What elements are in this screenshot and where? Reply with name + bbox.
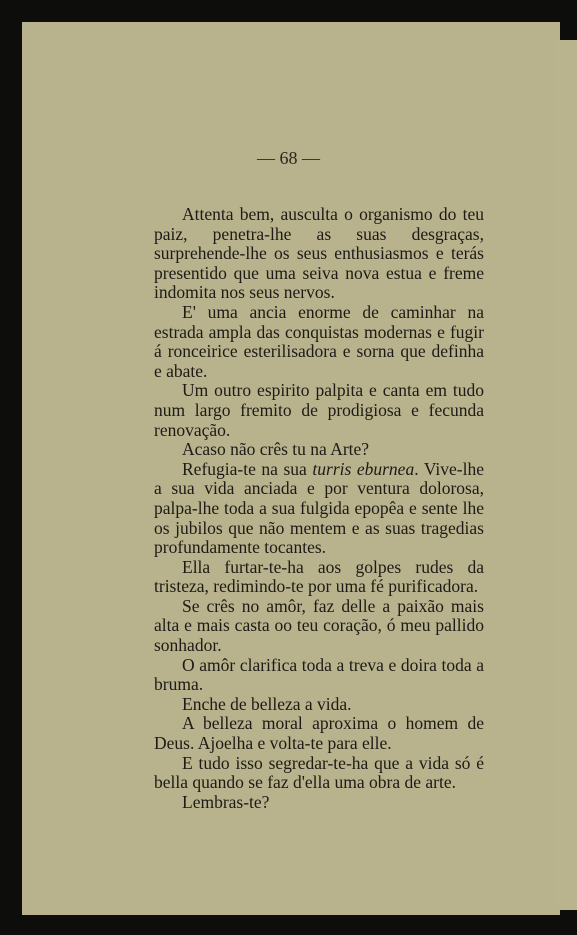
paragraph: Attenta bem, ausculta o organismo do teu paiz, penetra-lhe as suas desgraças, surprehende-lhe os seus enthusiasmos e terás presentido que uma seiva nova estua e freme indomita nos seus nervos. — [154, 204, 484, 303]
paragraph: O amôr clarifica toda a treva e doira toda a bruma. — [154, 654, 484, 695]
page-number: — 68 — — [257, 148, 320, 168]
paragraph: Um outro espirito palpita e canta em tudo num largo fremito de prodigiosa e fecunda renovação. — [154, 380, 484, 440]
paragraph: Se crês no amôr, faz delle a paixão mais alta e mais casta oo teu coração, ó meu pallido sonhador. — [154, 595, 484, 656]
paragraph: E' uma ancia enorme de caminhar na estrada ampla das conquistas modernas e fugir á ronceirice esterilisadora e sorna que definha e abate. — [154, 301, 484, 381]
paragraph-refugia — [154, 460, 484, 558]
paragraph: A belleza moral aproxima o homem de Deus. Ajoelha e volta-te para elle. — [154, 713, 484, 754]
paragraph: Lembras-te? — [182, 791, 270, 812]
facing-page-edge — [555, 40, 577, 910]
text-run: . Vive-lhe a sua vida anciada e por ventura dolorosa, palpa-lhe toda a sua fulgida epopêa e sente lhe os jubilos que não mentem e as suas tragedias profundamente tocantes. — [154, 458, 484, 558]
paragraph: Enche de belleza a vida. — [182, 693, 352, 714]
text-run: Refugia-te na sua — [182, 458, 313, 479]
paragraph: E tudo isso segredar-te-ha que a vida só é bella quando se faz d'ella uma obra de arte. — [154, 752, 484, 793]
body-text — [154, 205, 484, 812]
italic-phrase: turris eburnea — [312, 458, 415, 479]
paragraph: Ella furtar-te-ha aos golpes rudes da tristeza, redimindo-te por uma fé purificadora. — [154, 556, 484, 597]
paragraph: Acaso não crês tu na Arte? — [182, 439, 370, 460]
